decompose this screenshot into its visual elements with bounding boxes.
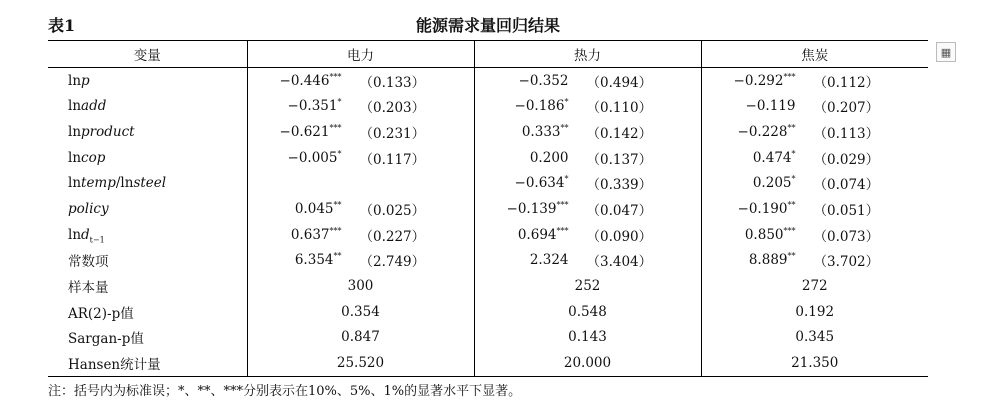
cell-lnd-electricity [247,222,474,248]
cell-lnproduct-electricity [247,119,474,145]
significance-stars: *** [556,226,569,236]
cell-text: −0.186 [514,98,565,115]
cell-text: 0.205 [752,175,792,192]
cell-text: （2.749） [359,254,426,271]
significance-stars: ** [787,123,796,133]
cell-n-electricity: 300 [247,273,474,299]
cell-lntemp-heat [474,170,701,196]
cell-text: ln [68,226,82,243]
cell-lncop-electricity [247,145,474,171]
cell-lnp-electricity [247,67,474,93]
cell-const-coke [701,248,928,274]
cell-ar2-electricity: 0.354 [247,299,474,325]
significance-stars: *** [783,226,796,236]
cell-text: 8.889 [748,252,788,269]
cell-lnp-coke [701,67,928,93]
significance-stars: ** [333,251,342,261]
cell-lncop-heat [474,145,701,171]
cell-text: product [81,123,135,140]
table-title: 能源需求量回归结果 [415,16,560,35]
table-view-icon[interactable]: ▦ [936,42,956,62]
table-row [48,170,928,196]
significance-stars: * [564,97,569,107]
var-policy [48,196,247,222]
cell-text: （0.142） [586,125,653,142]
table-row [48,248,928,274]
cell-text: −0.228 [737,123,788,140]
significance-stars: * [337,97,342,107]
cell-text: ln [68,98,82,115]
cell-sargan-electricity: 0.847 [247,325,474,351]
cell-n-coke: 272 [801,278,828,295]
table-row [48,273,928,299]
significance-stars: *** [783,72,796,82]
cell-lnd-heat [474,222,701,248]
cell-text: （0.025） [359,202,426,219]
cell-text: （0.133） [359,74,426,91]
table-row [48,325,928,351]
cell-lnproduct-coke [701,119,928,145]
cell-const-electricity [247,248,474,274]
significance-stars: *** [329,72,342,82]
cell-lnadd-heat [474,93,701,119]
cell-text: /ln [115,175,134,192]
cell-text: −0.352 [518,72,569,89]
cell-text: （0.047） [586,202,653,219]
var-lntemp-lnsteel [48,170,247,196]
significance-stars: ** [787,251,796,261]
cell-policy-electricity [247,196,474,222]
table-row [48,196,928,222]
cell-ar2-coke: 0.192 [795,303,835,320]
var-lnd-lag [48,222,247,248]
significance-stars: * [337,149,342,159]
cell-text: p [81,72,90,89]
table-row [48,222,928,248]
cell-hansen-electricity: 25.520 [247,350,474,376]
cell-text: d [81,226,90,243]
cell-text: −0.634 [514,175,565,192]
var-constant: 常数项 [48,248,247,274]
cell-text: cop [81,149,106,166]
significance-stars: *** [329,226,342,236]
cell-lnp-heat [474,67,701,93]
var-lnadd [48,93,247,119]
header-coke: 焦炭 [701,41,928,68]
cell-text: add [81,98,107,115]
cell-policy-heat [474,196,701,222]
table-row [48,145,928,171]
cell-text: 0.850 [744,226,784,243]
cell-sargan-heat: 0.143 [474,325,701,351]
cell-text: steel [133,175,167,192]
cell-text: （0.494） [586,74,653,91]
cell-text: −0.190 [737,200,788,217]
header-heat: 热力 [474,41,701,68]
cell-text: −0.119 [745,98,796,115]
cell-text: −0.351 [287,98,338,115]
table-caption [48,13,928,35]
cell-text: 2.324 [529,252,569,269]
cell-text: （0.227） [359,228,426,245]
cell-text: 0.200 [529,149,569,166]
cell-text: （3.404） [586,254,653,271]
cell-text: −0.446 [279,72,330,89]
stat-ar2: AR(2)-p值 [48,299,247,325]
table-row [48,299,928,325]
cell-text: （0.051） [813,202,880,219]
cell-text: 6.354 [294,252,334,269]
significance-stars: ** [560,123,569,133]
cell-text: ln [68,149,82,166]
table-row [48,119,928,145]
table-row [48,350,928,376]
significance-stars: ** [333,200,342,210]
cell-lnd-coke [701,222,928,248]
cell-text: ln [68,123,82,140]
cell-text: （0.203） [359,100,426,117]
cell-hansen-coke: 21.350 [701,350,928,376]
table-label: 表1 [48,16,76,35]
cell-text: （0.339） [586,177,653,194]
cell-text: 0.333 [521,123,561,140]
cell-text: −0.005 [287,149,338,166]
cell-text: −0.621 [279,123,330,140]
stat-hansen: Hansen统计量 [48,350,247,376]
cell-lntemp-electricity [247,170,474,196]
var-lnproduct [48,119,247,145]
cell-sargan-coke: 0.345 [795,329,835,346]
cell-text: −0.139 [506,200,557,217]
cell-text: temp [81,175,116,192]
cell-lnadd-coke [701,93,928,119]
significance-stars: *** [556,200,569,210]
var-lnp [48,67,247,93]
cell-text: （0.117） [359,151,426,168]
cell-text: （0.137） [586,151,653,168]
significance-stars: * [564,174,569,184]
var-lncop [48,145,247,171]
cell-text: （0.113） [813,125,880,142]
significance-stars: ** [787,200,796,210]
cell-lntemp-coke [701,170,928,196]
cell-text: （0.110） [586,100,653,117]
header-variable: 变量 [48,41,247,68]
header-row [48,41,928,68]
significance-stars: * [791,174,796,184]
cell-text: （3.702） [813,254,880,271]
significance-stars: *** [329,123,342,133]
cell-n-heat: 252 [474,273,701,299]
cell-text: （0.074） [813,177,880,194]
cell-lnadd-electricity [247,93,474,119]
cell-text: −0.292 [733,72,784,89]
stat-sargan: Sargan-p值 [48,325,247,351]
table-row [48,93,928,119]
cell-text: ln [68,175,82,192]
cell-text: （0.029） [813,151,880,168]
cell-text: （0.231） [359,125,426,142]
table-row [48,67,928,93]
cell-text: 0.694 [517,226,557,243]
cell-text: （0.112） [813,74,880,91]
stat-sample-size: 样本量 [48,273,247,299]
cell-text: （0.090） [586,228,653,245]
cell-text: （0.073） [813,228,880,245]
cell-text: 0.045 [294,200,334,217]
cell-policy-coke [701,196,928,222]
cell-lnproduct-heat [474,119,701,145]
table-note: 注：括号内为标准误；*、**、***分别表示在10%、5%、1%的显著水平下显著。 [48,384,522,399]
cell-text: policy [68,200,109,217]
cell-const-heat [474,248,701,274]
cell-hansen-heat: 20.000 [474,350,701,376]
cell-text: 0.637 [290,226,330,243]
cell-text: 0.474 [752,149,792,166]
cell-lncop-coke [701,145,928,171]
header-electricity: 电力 [247,41,474,68]
regression-table [48,40,928,377]
subscript: t−1 [89,235,105,245]
significance-stars: * [791,149,796,159]
cell-ar2-heat: 0.548 [474,299,701,325]
cell-text: ln [68,72,82,89]
cell-text: （0.207） [813,100,880,117]
